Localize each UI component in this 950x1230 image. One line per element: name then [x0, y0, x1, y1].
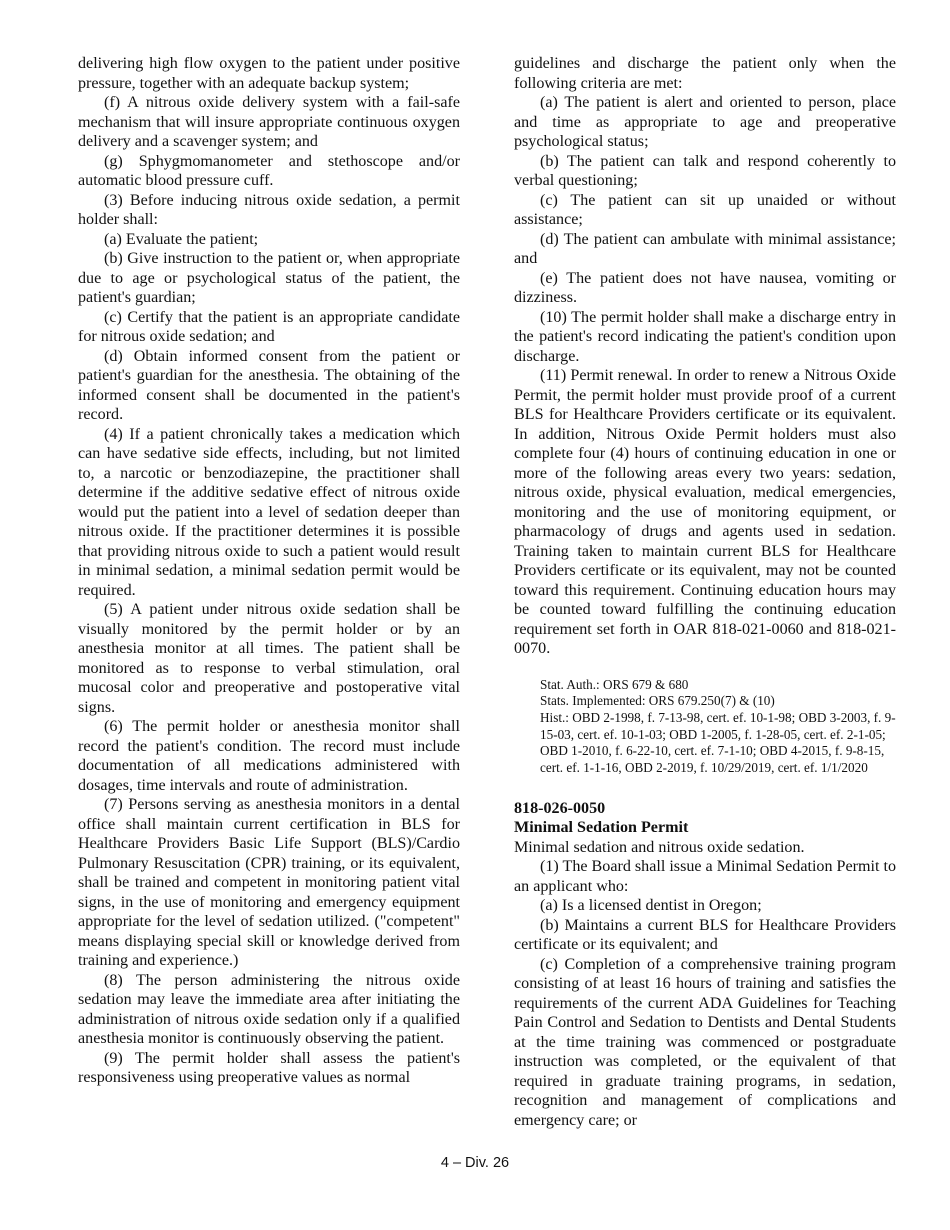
- paragraph: (9) The permit holder shall assess the patient's responsiveness using preoperative values as normal: [78, 1049, 460, 1086]
- paragraph: (4) If a patient chronically takes a medication which can have sedative side effects, including, but not limited to, a narcotic or benzodiazepine, the practitioner shall determine if the additive sedative effect of nitrous oxide would put the patient into a level of sedation deeper than nitrous oxide. If the practitioner determines it is possible that providing nitrous oxide to such a patient would result in minimal sedation, a minimal sedation permit would be required.: [78, 425, 460, 599]
- paragraph: (6) The permit holder or anesthesia monitor shall record the patient's condition. The record must include documentation of all medications administered with dosages, time intervals and route of administration.: [78, 718, 460, 794]
- paragraph: (10) The permit holder shall make a discharge entry in the patient's record indicating the patient's condition upon discharge.: [514, 308, 896, 365]
- rule-title: Minimal Sedation Permit: [514, 819, 689, 837]
- paragraph: (a) The patient is alert and oriented to person, place and time as appropriate to age and preoperative psychological status;: [514, 94, 896, 150]
- paragraph: (11) Permit renewal. In order to renew a Nitrous Oxide Permit, the permit holder must provide proof of a current BLS for Healthcare Providers certificate or its equivalent. In addition, Nitrous Oxide Permit holders must also complete four (4) hours of continuing education in one or more of the following areas every two years: sedation, nitrous oxide, physical evaluation, medical emergencies, monitoring and the use of monitoring equipment, or pharmacology of drugs and agents used in sedation. Training taken to maintain current BLS for Healthcare Providers certificate or its equivalent, may not be counted toward this requirement. Continuing education hours may be counted toward fulfilling the continuing education requirement set forth in OAR 818-021-0060 and 818-021-0070.: [514, 367, 896, 657]
- page-footer: 4 – Div. 26: [440, 1155, 510, 1171]
- paragraph: (1) The Board shall issue a Minimal Sedation Permit to an applicant who:: [514, 858, 896, 895]
- paragraph: (d) Obtain informed consent from the patient or patient's guardian for the anesthesia. The obtaining of the informed consent shall be documented in the patient's record.: [78, 347, 460, 423]
- paragraph: delivering high flow oxygen to the patient under positive pressure, together with an adequate backup system;: [78, 55, 460, 92]
- paragraph: (d) The patient can ambulate with minimal assistance; and: [514, 230, 896, 267]
- paragraph: (e) The patient does not have nausea, vomiting or dizziness.: [514, 269, 896, 306]
- paragraph: (b) Maintains a current BLS for Healthcare Providers certificate or its equivalent; and: [514, 916, 896, 954]
- stat-auth: Stat. Auth.: ORS 679 & 680: [540, 676, 689, 692]
- paragraph: guidelines and discharge the patient only when the following criteria are met:: [514, 55, 896, 92]
- right-column: [514, 54, 896, 1130]
- paragraph: (f) A nitrous oxide delivery system with a fail-safe mechanism that will insure appropriate continuous oxygen delivery and a scavenger system; and: [78, 94, 460, 150]
- paragraph: (b) The patient can talk and respond coherently to verbal questioning;: [514, 152, 896, 189]
- right-column-top: [514, 54, 896, 659]
- paragraph: (c) Certify that the patient is an appropriate candidate for nitrous oxide sedation; and: [78, 308, 460, 345]
- stats-implemented: Stats. Implemented: ORS 679.250(7) & (10): [540, 693, 775, 709]
- paragraph: (c) The patient can sit up unaided or without assistance;: [514, 191, 896, 228]
- history-text: Hist.: OBD 2-1998, f. 7-13-98, cert. ef. 10-1-98; OBD 3-2003, f. 9-15-03, cert. ef. 10-1-03; OBD 1-2005, f. 1-28-05, cert. ef. 2-1-05; OBD 1-2010, f. 6-22-10, cert. ef. 7-1-10; OBD 4-2015, f. 9-8-15, cert. ef. 1-1-16, OBD 2-2019, f. 10/29/2019, cert. ef. 1/1/2020: [540, 709, 896, 776]
- paragraph: (g) Sphygmomanometer and stethoscope and/or automatic blood pressure cuff.: [78, 152, 460, 189]
- paragraph: (a) Is a licensed dentist in Oregon;: [540, 897, 762, 915]
- paragraph: (3) Before inducing nitrous oxide sedation, a permit holder shall:: [78, 191, 460, 228]
- left-column: [78, 54, 460, 1088]
- paragraph: (8) The person administering the nitrous oxide sedation may leave the immediate area after initiating the administration of nitrous oxide sedation only if a qualified anesthesia monitor is continuously observing the patient.: [78, 971, 460, 1047]
- paragraph: (c) Completion of a comprehensive training program consisting of at least 16 hours of training and satisfies the requirements of the current ADA Guidelines for Teaching Pain Control and Sedation to Dentists and Dental Students at the time training was commenced or postgraduate instruction was completed, or the equivalent of that required in graduate training programs, in sedation, recognition and management of complications and emergency care; or: [514, 955, 896, 1129]
- right-column-bottom: [514, 857, 896, 1130]
- paragraph: (5) A patient under nitrous oxide sedation shall be visually monitored by the permit holder or by an anesthesia monitor at all times. The patient shall be monitored as to response to verbal stimulation, oral mucosal color and preoperative and postoperative vital signs.: [78, 601, 460, 716]
- paragraph: (a) Evaluate the patient;: [104, 230, 259, 248]
- paragraph: (7) Persons serving as anesthesia monitors in a dental office shall maintain current certification in BLS for Healthcare Providers Basic Life Support (BLS)/Cardio Pulmonary Resuscitation (CPR) training, or its equivalent, shall be trained and competent in monitoring patient vital signs, in the use of monitoring and emergency equipment appropriate for the level of sedation utilized. ("competent" means displaying special skill or knowledge derived from training and experience.): [78, 796, 460, 969]
- history-notes: [540, 677, 896, 777]
- rule-intro: Minimal sedation and nitrous oxide sedation.: [514, 838, 805, 856]
- paragraph: (b) Give instruction to the patient or, when appropriate due to age or psychological status of the patient, the patient's guardian;: [78, 250, 460, 306]
- rule-number: 818-026-0050: [514, 799, 606, 817]
